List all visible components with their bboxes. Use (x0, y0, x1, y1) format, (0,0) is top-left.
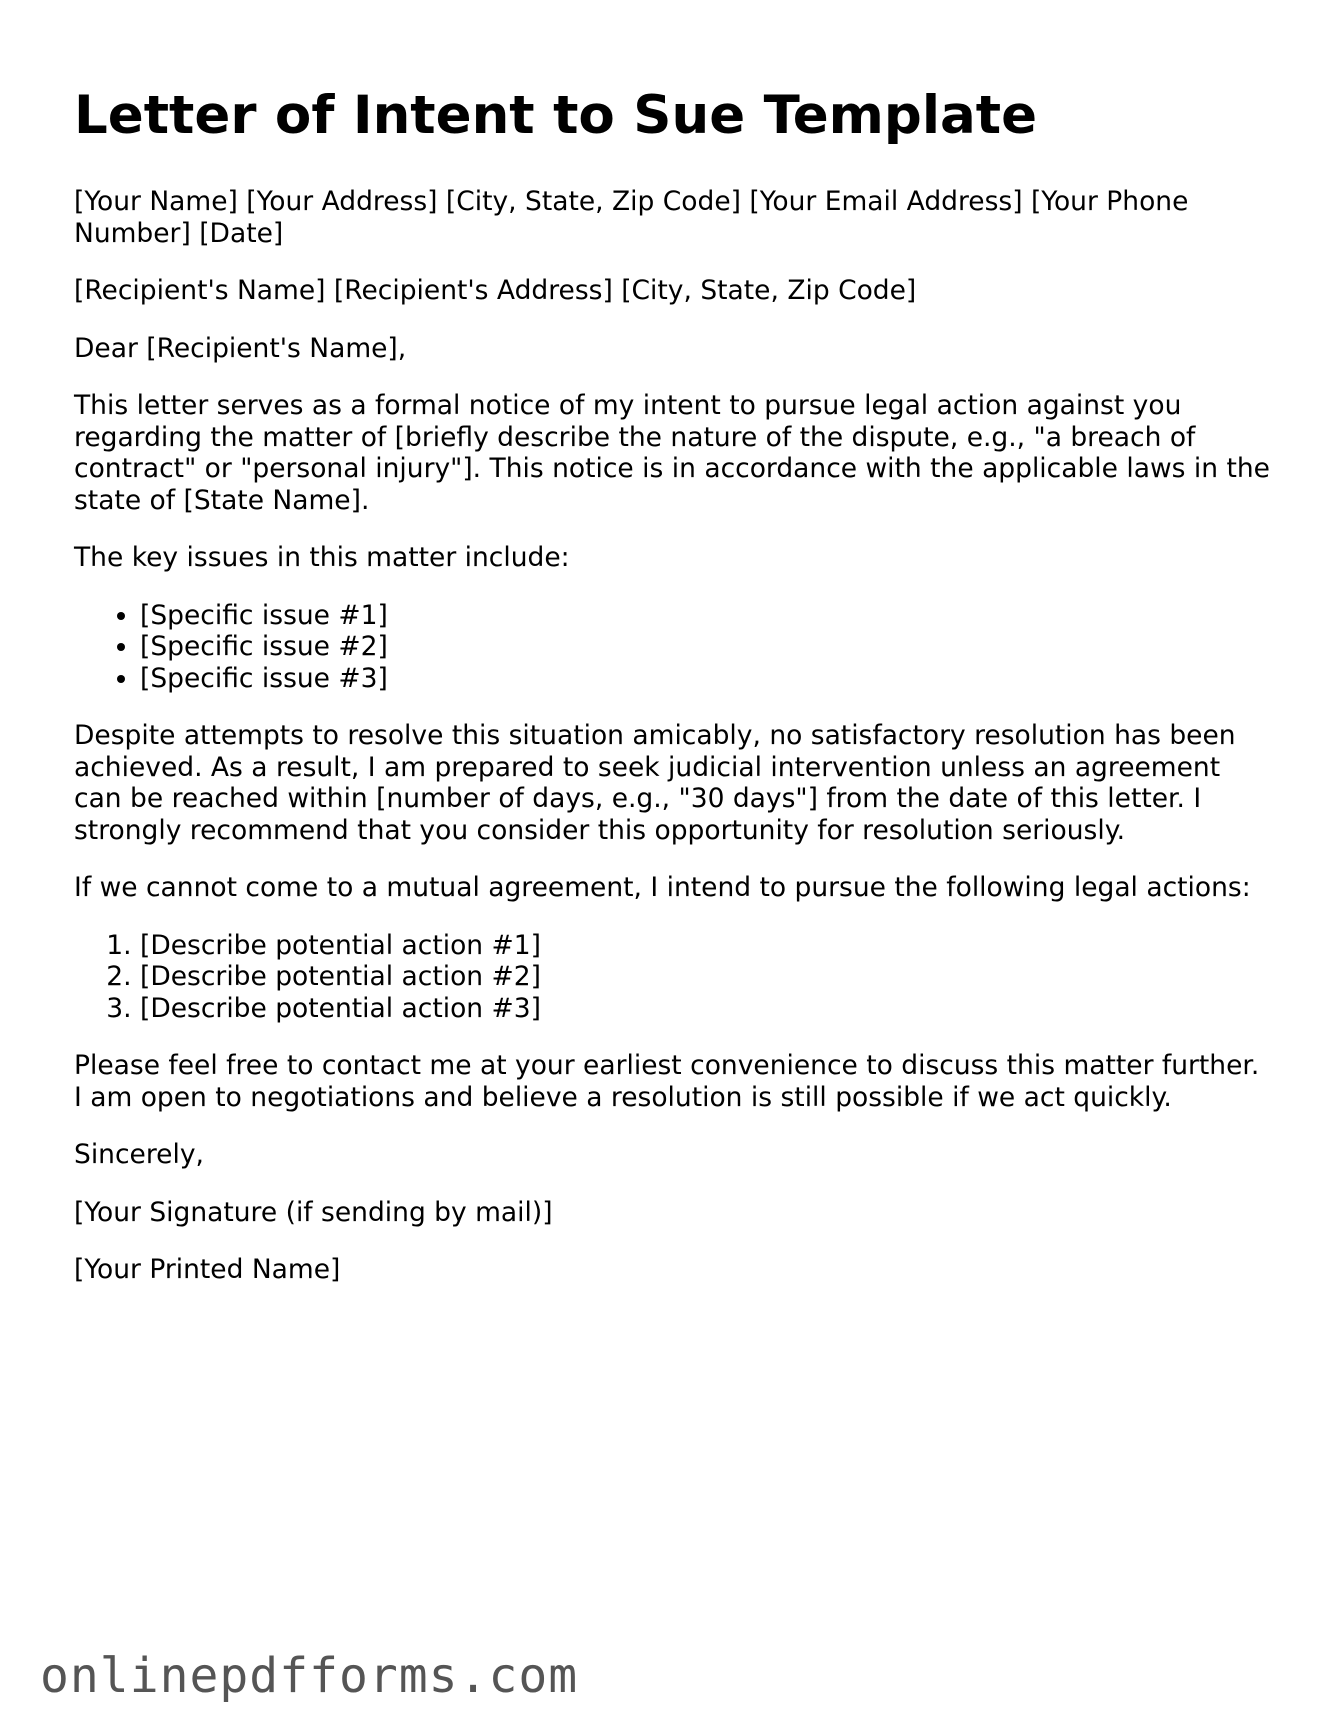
list-item-issue-3: • [Specific issue #3] (140, 663, 1274, 695)
sender-block: [Your Name] [Your Address] [City, State, Zip Code] [Your Email Address] [Your Phone Number] [Date] (74, 186, 1189, 249)
list-item-action-1: 1. [Describe potential action #1] (140, 930, 1274, 962)
intro-paragraph: This letter serves as a formal notice of my intent to pursue legal action against you regarding the matter of [briefly describe the nature of the dispute, e.g., "a breach of contract" or "personal injury"]. This notice is in accordance with the applicable laws in the state of [State Name]. (74, 390, 1270, 516)
page-title: Letter of Intent to Sue Template (74, 85, 1038, 146)
issues-list (74, 600, 1274, 695)
contact-paragraph: Please feel free to contact me at your earliest convenience to discuss this matter further. I am open to negotiations and believe a resolution is still possible if we act quickly. (74, 1050, 1260, 1113)
list-item-issue-2: • [Specific issue #2] (140, 631, 1274, 663)
recipient-block: [Recipient's Name] [Recipient's Address] [City, State, Zip Code] (74, 275, 917, 306)
site-watermark: onlinepdfforms.com (40, 1648, 579, 1704)
issues-intro: The key issues in this matter include: (74, 542, 570, 573)
actions-intro: If we cannot come to a mutual agreement, I intend to pursue the following legal actions: (74, 872, 1251, 903)
salutation: Dear [Recipient's Name], (74, 332, 407, 364)
document-page (74, 84, 1274, 1312)
signature-line: [Your Signature (if sending by mail)] (74, 1196, 553, 1228)
closing: Sincerely, (74, 1139, 204, 1170)
actions-list (74, 930, 1274, 1025)
list-item-action-3: 3. [Describe potential action #3] (140, 993, 1274, 1025)
printed-name-line: [Your Printed Name] (74, 1254, 341, 1285)
list-item-issue-1: • [Specific issue #1] (140, 600, 1274, 632)
list-item-action-2: 2. [Describe potential action #2] (140, 961, 1274, 993)
resolution-paragraph: Despite attempts to resolve this situation amicably, no satisfactory resolution has been achieved. As a result, I am prepared to seek judicial intervention unless an agreement can be reached within [number of days, e.g., "30 days"] from the date of this letter. I strongly recommend that you consider this opportunity for resolution seriously. (74, 720, 1236, 846)
